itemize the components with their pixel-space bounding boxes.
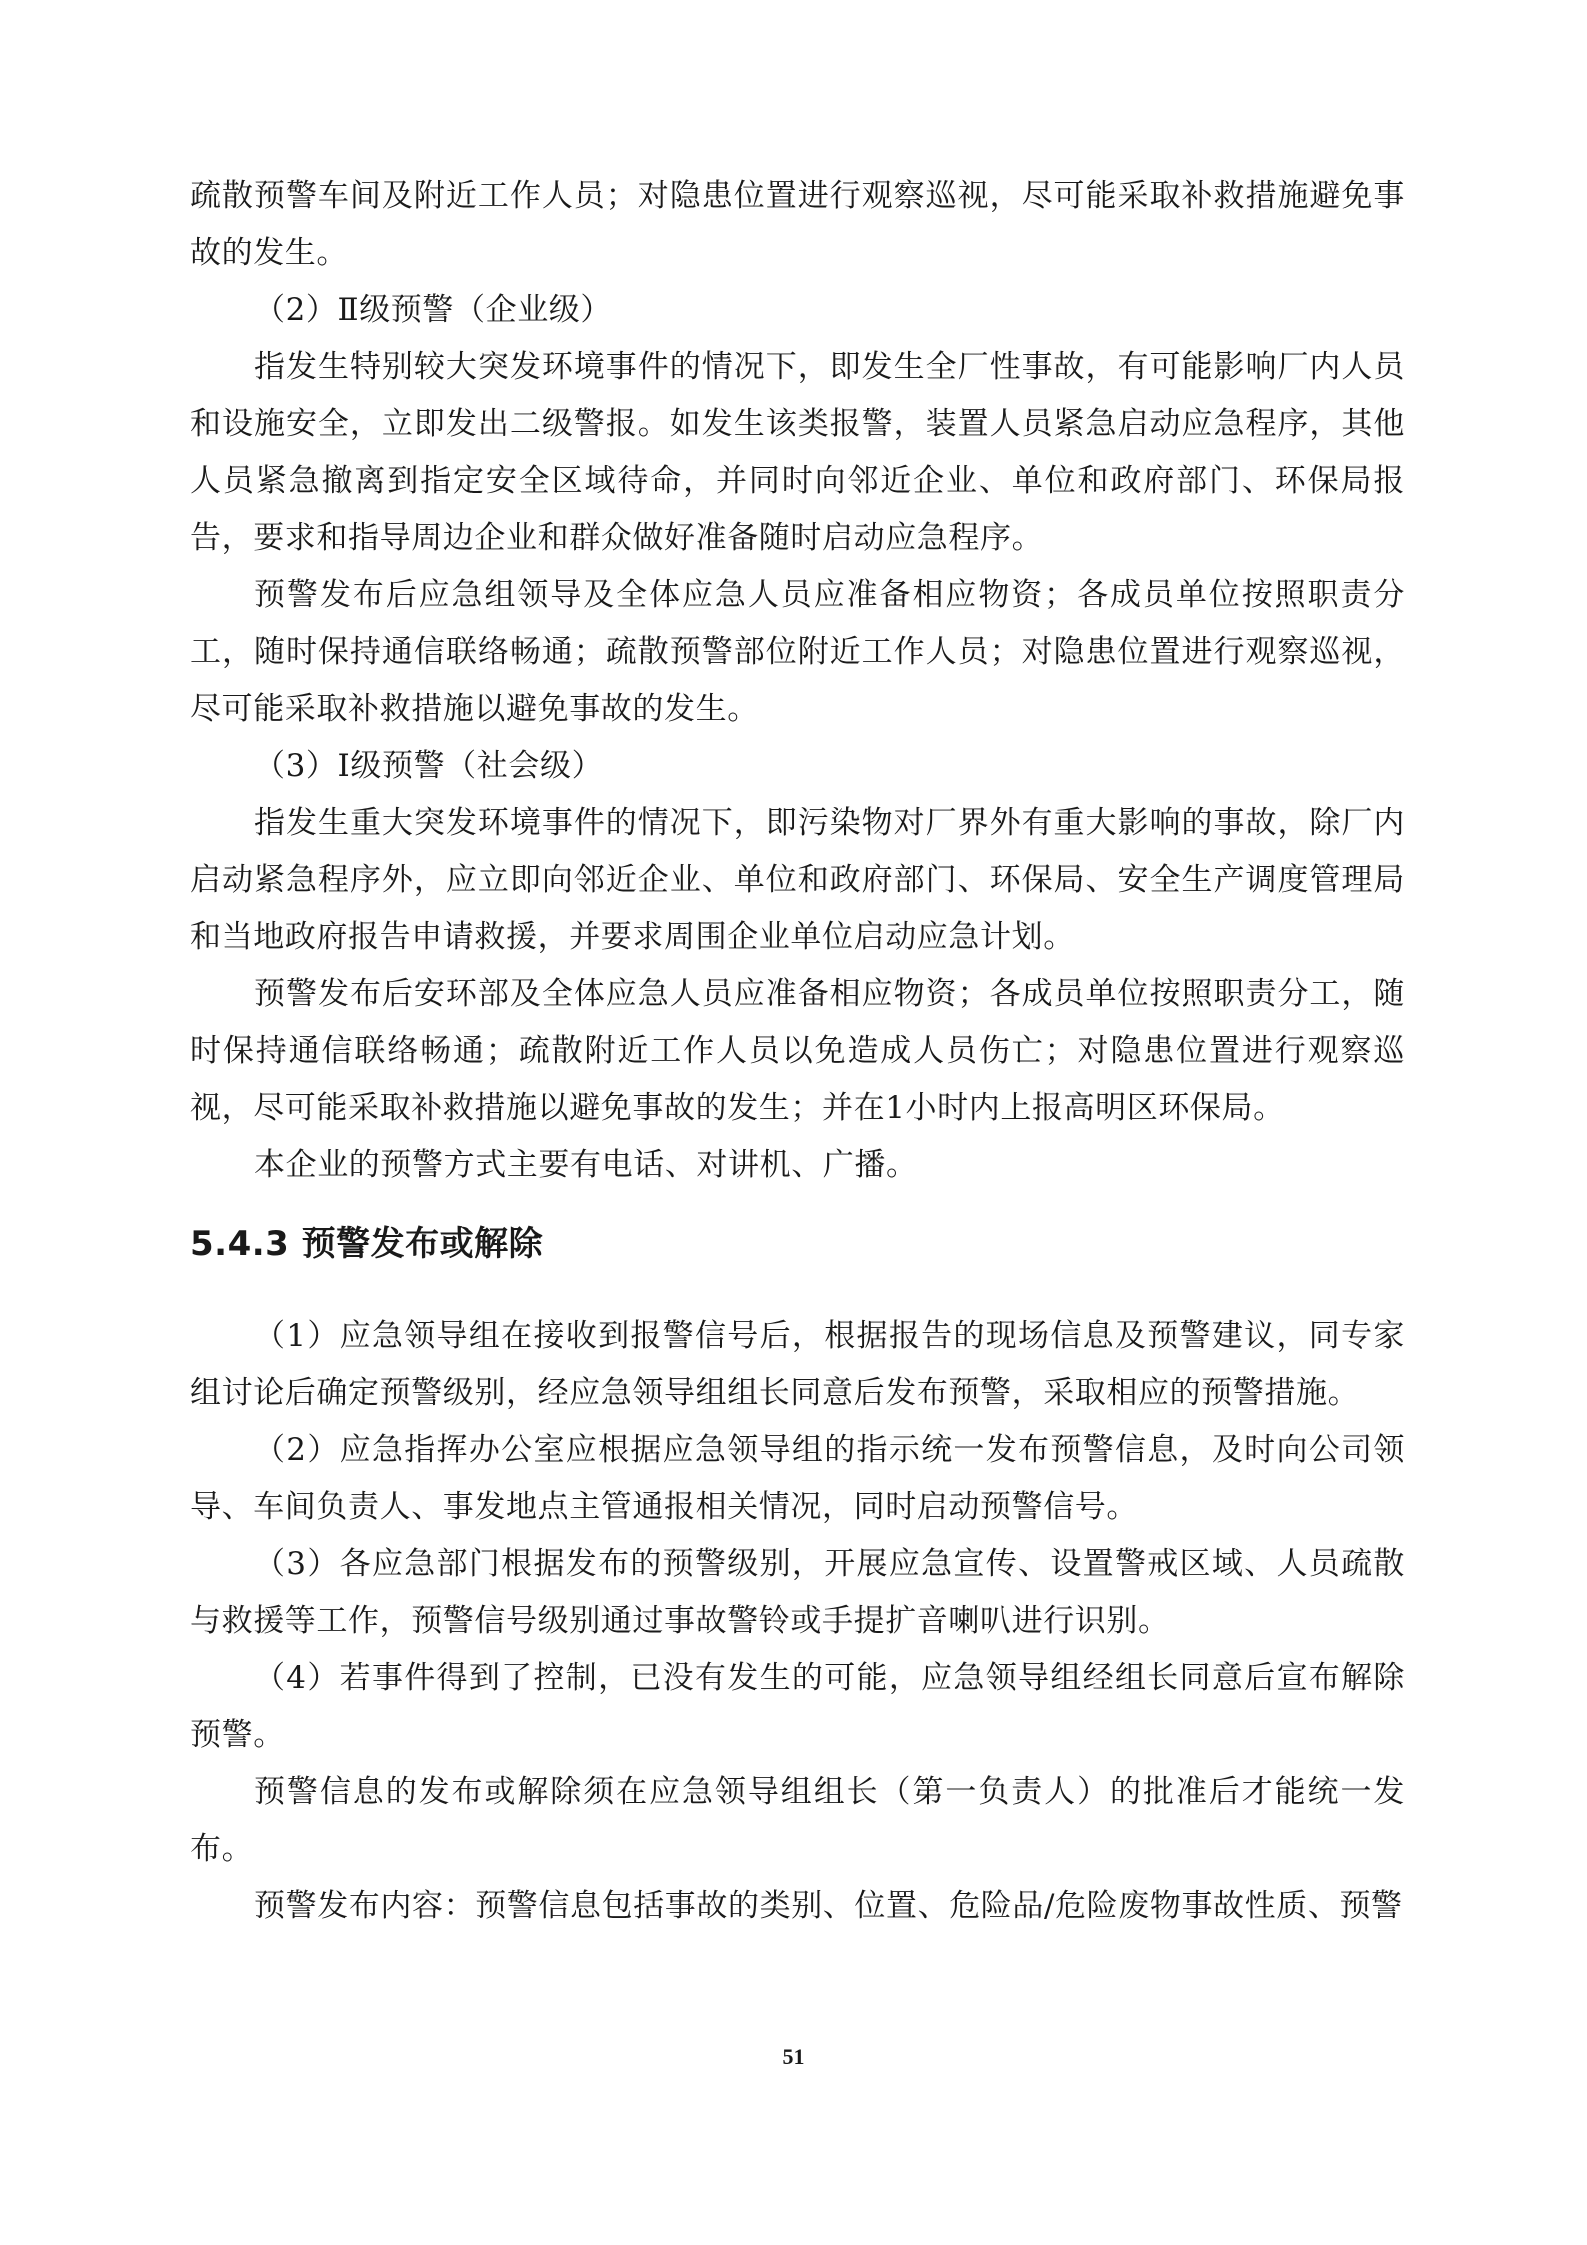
paragraph-evacuation-continued: 疏散预警车间及附近工作人员；对隐患位置进行观察巡视，尽可能采取补救措施避免事故的发生。 xyxy=(190,178,1405,271)
paragraph-level-1-description: 指发生重大突发环境事件的情况下，即污染物对厂界外有重大影响的事故，除厂内启动紧急程序外，应立即向邻近企业、单位和政府部门、环保局、安全生产调度管理局和当地政府报告申请救援，并要求周围企业单位启动应急计划。 xyxy=(190,805,1405,955)
paragraph-release-content: 预警发布内容：预警信息包括事故的类别、位置、危险品/危险废物事故性质、预警 xyxy=(254,1888,1403,1924)
paragraph-release-step-4: （4）若事件得到了控制，已没有发生的可能，应急领导组经组长同意后宣布解除预警。 xyxy=(190,1660,1405,1753)
subheading-level-1-warning: （3）Ⅰ级预警（社会级） xyxy=(254,748,604,784)
paragraph-level-2-description: 指发生特别较大突发环境事件的情况下，即发生全厂性事故，有可能影响厂内人员和设施安全，立即发出二级警报。如发生该类报警，装置人员紧急启动应急程序，其他人员紧急撤离到指定安全区域待命，并同时向邻近企业、单位和政府部门、环保局报告，要求和指导周边企业和群众做好准备随时启动应急程序。 xyxy=(190,349,1405,556)
page-body xyxy=(190,168,1405,1935)
paragraph-level-2-actions: 预警发布后应急组领导及全体应急人员应准备相应物资；各成员单位按照职责分工，随时保持通信联络畅通；疏散预警部位附近工作人员；对隐患位置进行观察巡视，尽可能采取补救措施以避免事故的发生。 xyxy=(190,577,1405,727)
paragraph-level-1-actions: 预警发布后安环部及全体应急人员应准备相应物资；各成员单位按照职责分工，随时保持通信联络畅通；疏散附近工作人员以免造成人员伤亡；对隐患位置进行观察巡视，尽可能采取补救措施以避免事故的发生；并在1小时内上报高明区环保局。 xyxy=(190,976,1405,1126)
paragraph-release-step-3: （3）各应急部门根据发布的预警级别，开展应急宣传、设置警戒区域、人员疏散与救援等工作，预警信号级别通过事故警铃或手提扩音喇叭进行识别。 xyxy=(190,1546,1405,1639)
paragraph-release-step-2: （2）应急指挥办公室应根据应急领导组的指示统一发布预警信息，及时向公司领导、车间负责人、事发地点主管通报相关情况，同时启动预警信号。 xyxy=(190,1432,1405,1525)
page-number: 51 xyxy=(782,2044,805,2069)
paragraph-approval: 预警信息的发布或解除须在应急领导组组长（第一负责人）的批准后才能统一发布。 xyxy=(190,1774,1405,1867)
section-heading-5-4-3: 5.4.3 预警发布或解除 xyxy=(190,1224,544,1264)
subheading-level-2-warning: （2）Ⅱ级预警（企业级） xyxy=(254,292,612,328)
paragraph-release-step-1: （1）应急领导组在接收到报警信号后，根据报告的现场信息及预警建议，同专家组讨论后确定预警级别，经应急领导组组长同意后发布预警，采取相应的预警措施。 xyxy=(190,1318,1405,1411)
paragraph-warning-methods: 本企业的预警方式主要有电话、对讲机、广播。 xyxy=(254,1147,918,1183)
